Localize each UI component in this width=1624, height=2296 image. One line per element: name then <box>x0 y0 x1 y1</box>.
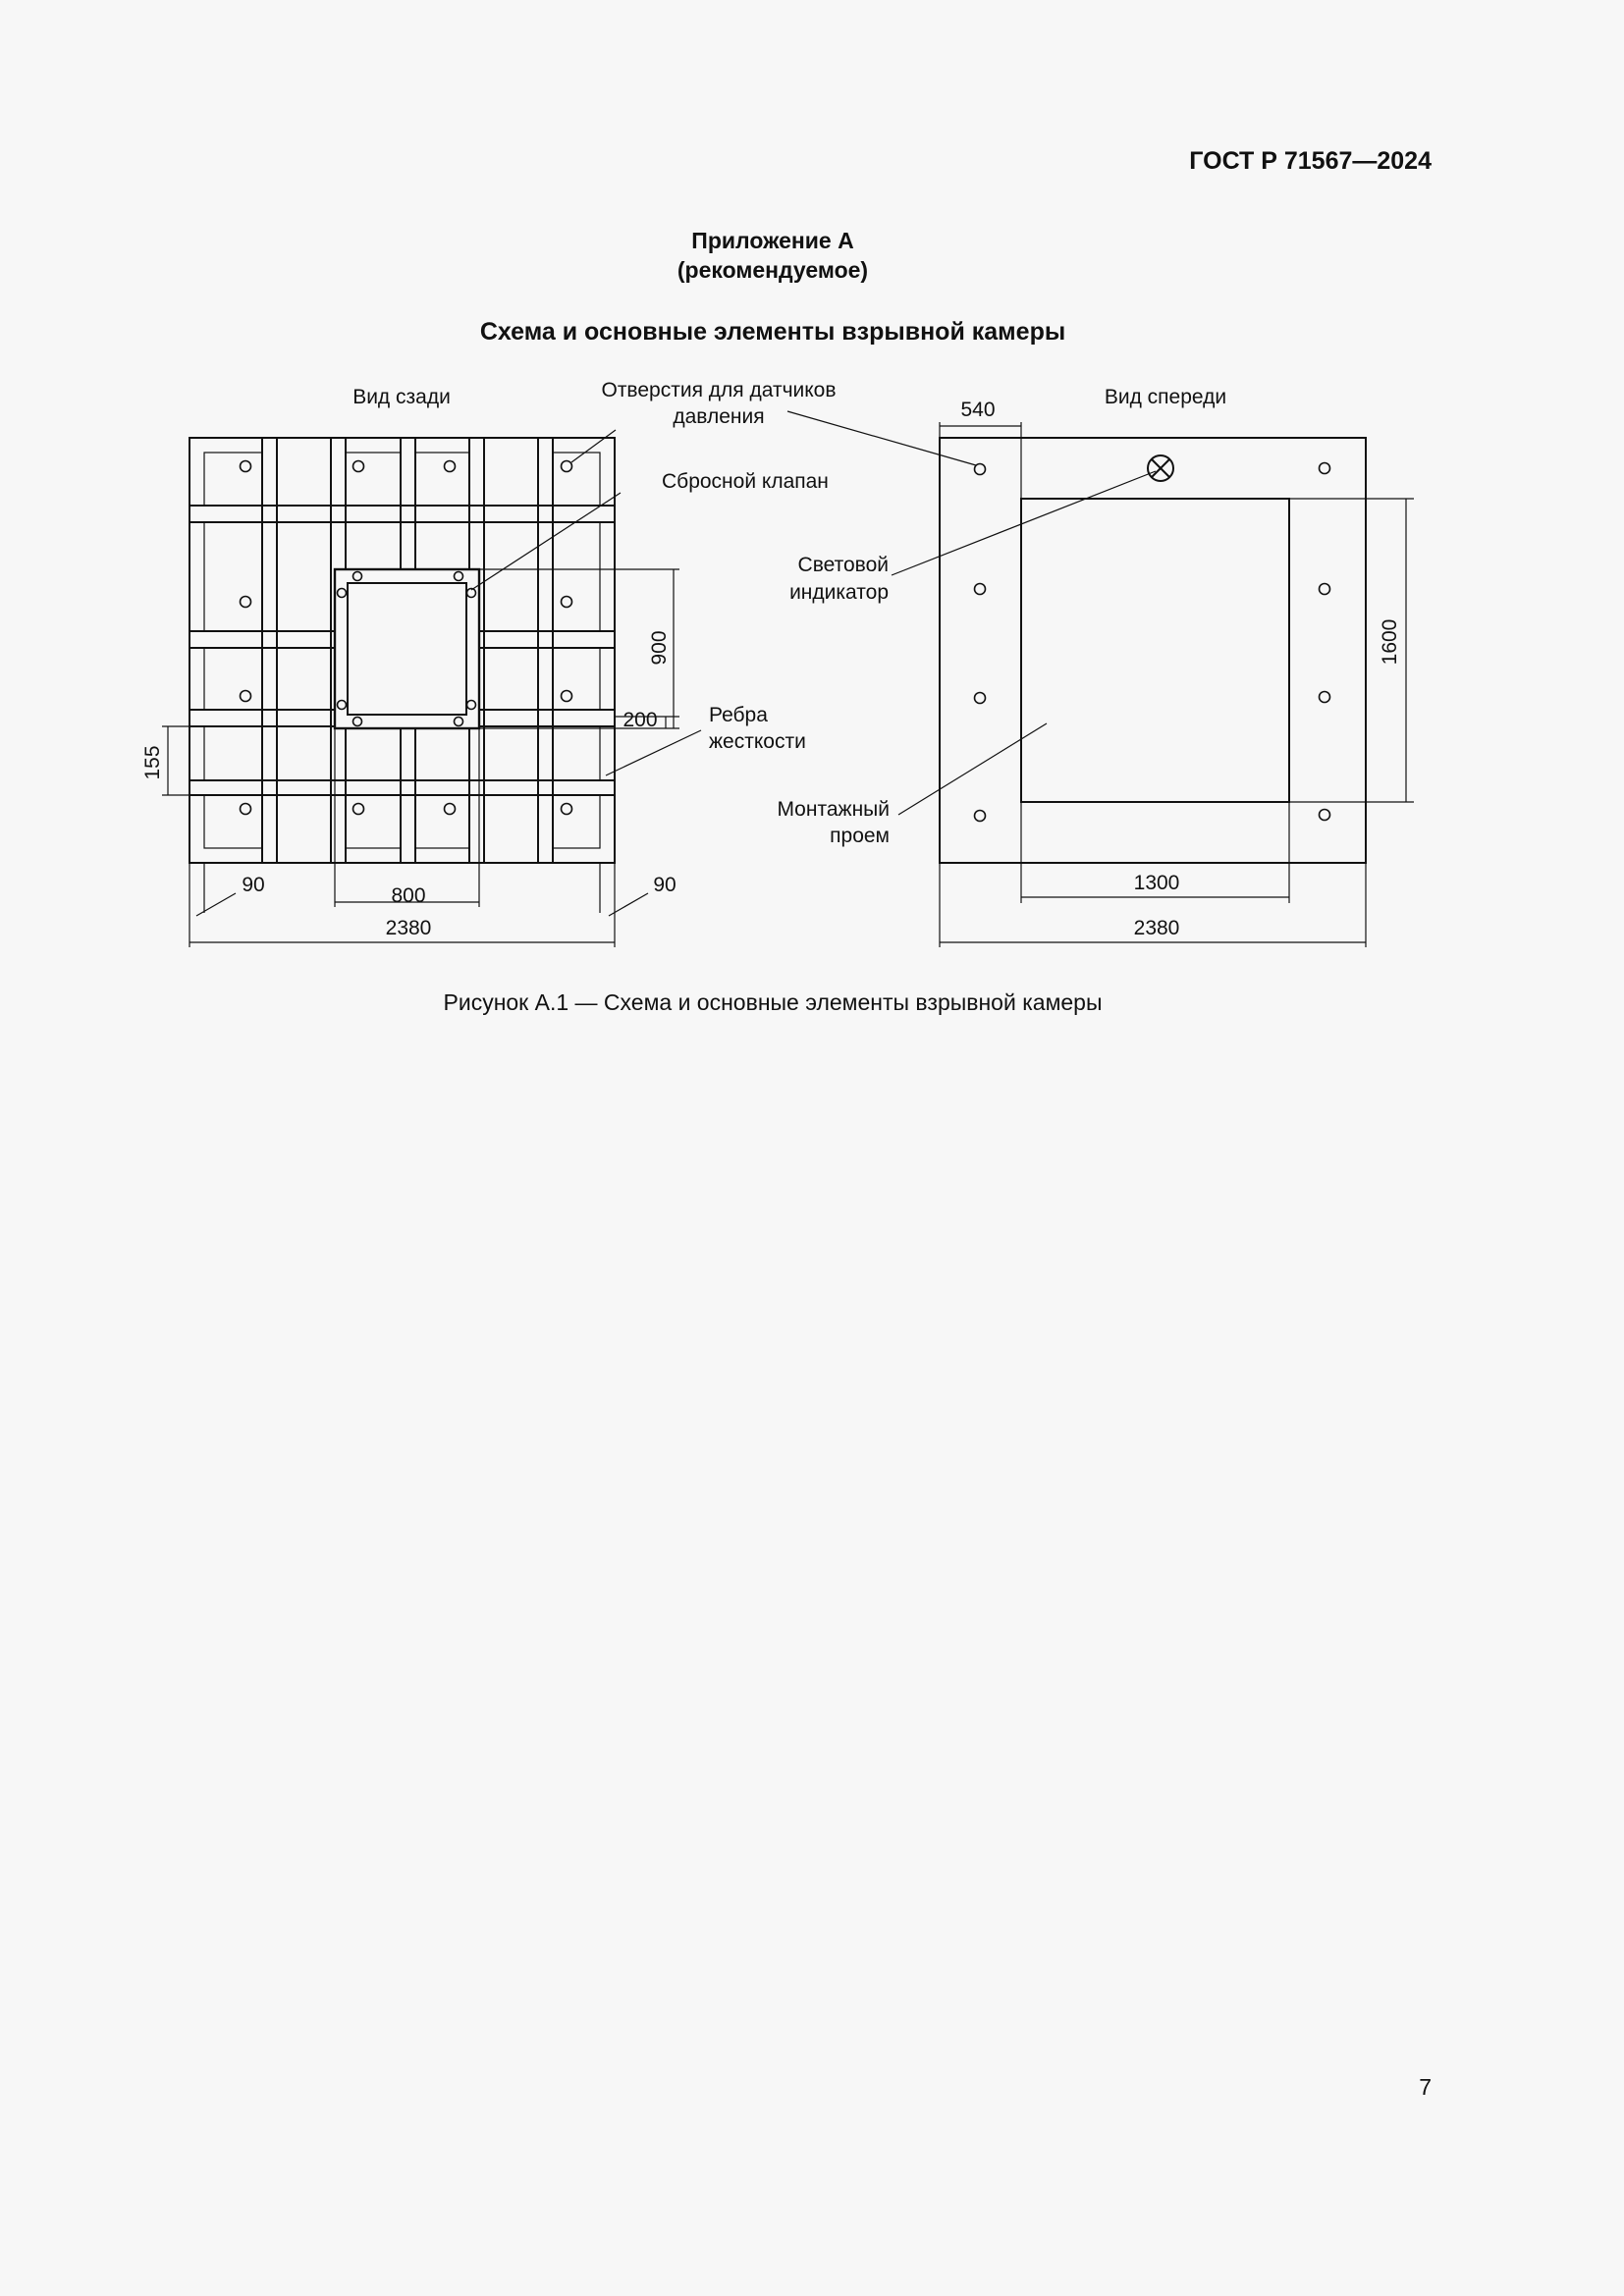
appendix-title: Приложение А <box>691 228 854 253</box>
front-view-drawing <box>940 386 1414 947</box>
document-code: ГОСТ Р 71567—2024 <box>1189 147 1432 175</box>
light-indicator <box>1148 455 1173 481</box>
opening-label-1: Монтажный <box>777 798 890 821</box>
opening-label-2: проем <box>830 825 890 847</box>
dim-1300: 1300 <box>1133 872 1180 894</box>
page-number: 7 <box>1419 2074 1432 2100</box>
ribs-label-1: Ребра <box>709 704 768 726</box>
light-indicator-label-2: индикатор <box>789 581 889 604</box>
dim-2380-front: 2380 <box>1133 917 1180 939</box>
dim-540: 540 <box>960 399 996 421</box>
dim-900: 900 <box>648 630 671 666</box>
dim-1600: 1600 <box>1379 618 1401 666</box>
rear-view-drawing <box>141 438 679 947</box>
front-outer-frame <box>940 438 1366 863</box>
section-title: Схема и основные элементы взрывной камеры <box>479 318 1066 346</box>
dim-800: 800 <box>391 884 426 907</box>
sensor-holes-label-2: давления <box>673 405 765 428</box>
relief-valve <box>335 569 479 728</box>
dim-2380-rear: 2380 <box>385 917 432 939</box>
dim-90-right: 90 <box>653 874 677 896</box>
figure-caption: Рисунок А.1 — Схема и основные элементы взрывной камеры <box>443 989 1103 1015</box>
dim-90-left: 90 <box>242 874 265 896</box>
sensor-holes-label-1: Отверстия для датчиков <box>601 379 837 401</box>
relief-valve-label: Сбросной клапан <box>662 470 829 493</box>
dim-155: 155 <box>141 745 164 780</box>
explosion-chamber-figure <box>0 0 1624 982</box>
front-view-label: Вид спереди <box>1104 386 1227 408</box>
light-indicator-label-1: Световой <box>797 554 889 576</box>
sensor-holes-front <box>975 463 1330 822</box>
front-dimension-lines <box>940 422 1414 947</box>
mounting-opening <box>1021 499 1289 802</box>
rear-view-label: Вид сзади <box>352 386 451 408</box>
ribs-label-2: жесткости <box>709 730 806 753</box>
dim-200: 200 <box>623 709 658 731</box>
appendix-note: (рекомендуемое) <box>677 257 869 283</box>
